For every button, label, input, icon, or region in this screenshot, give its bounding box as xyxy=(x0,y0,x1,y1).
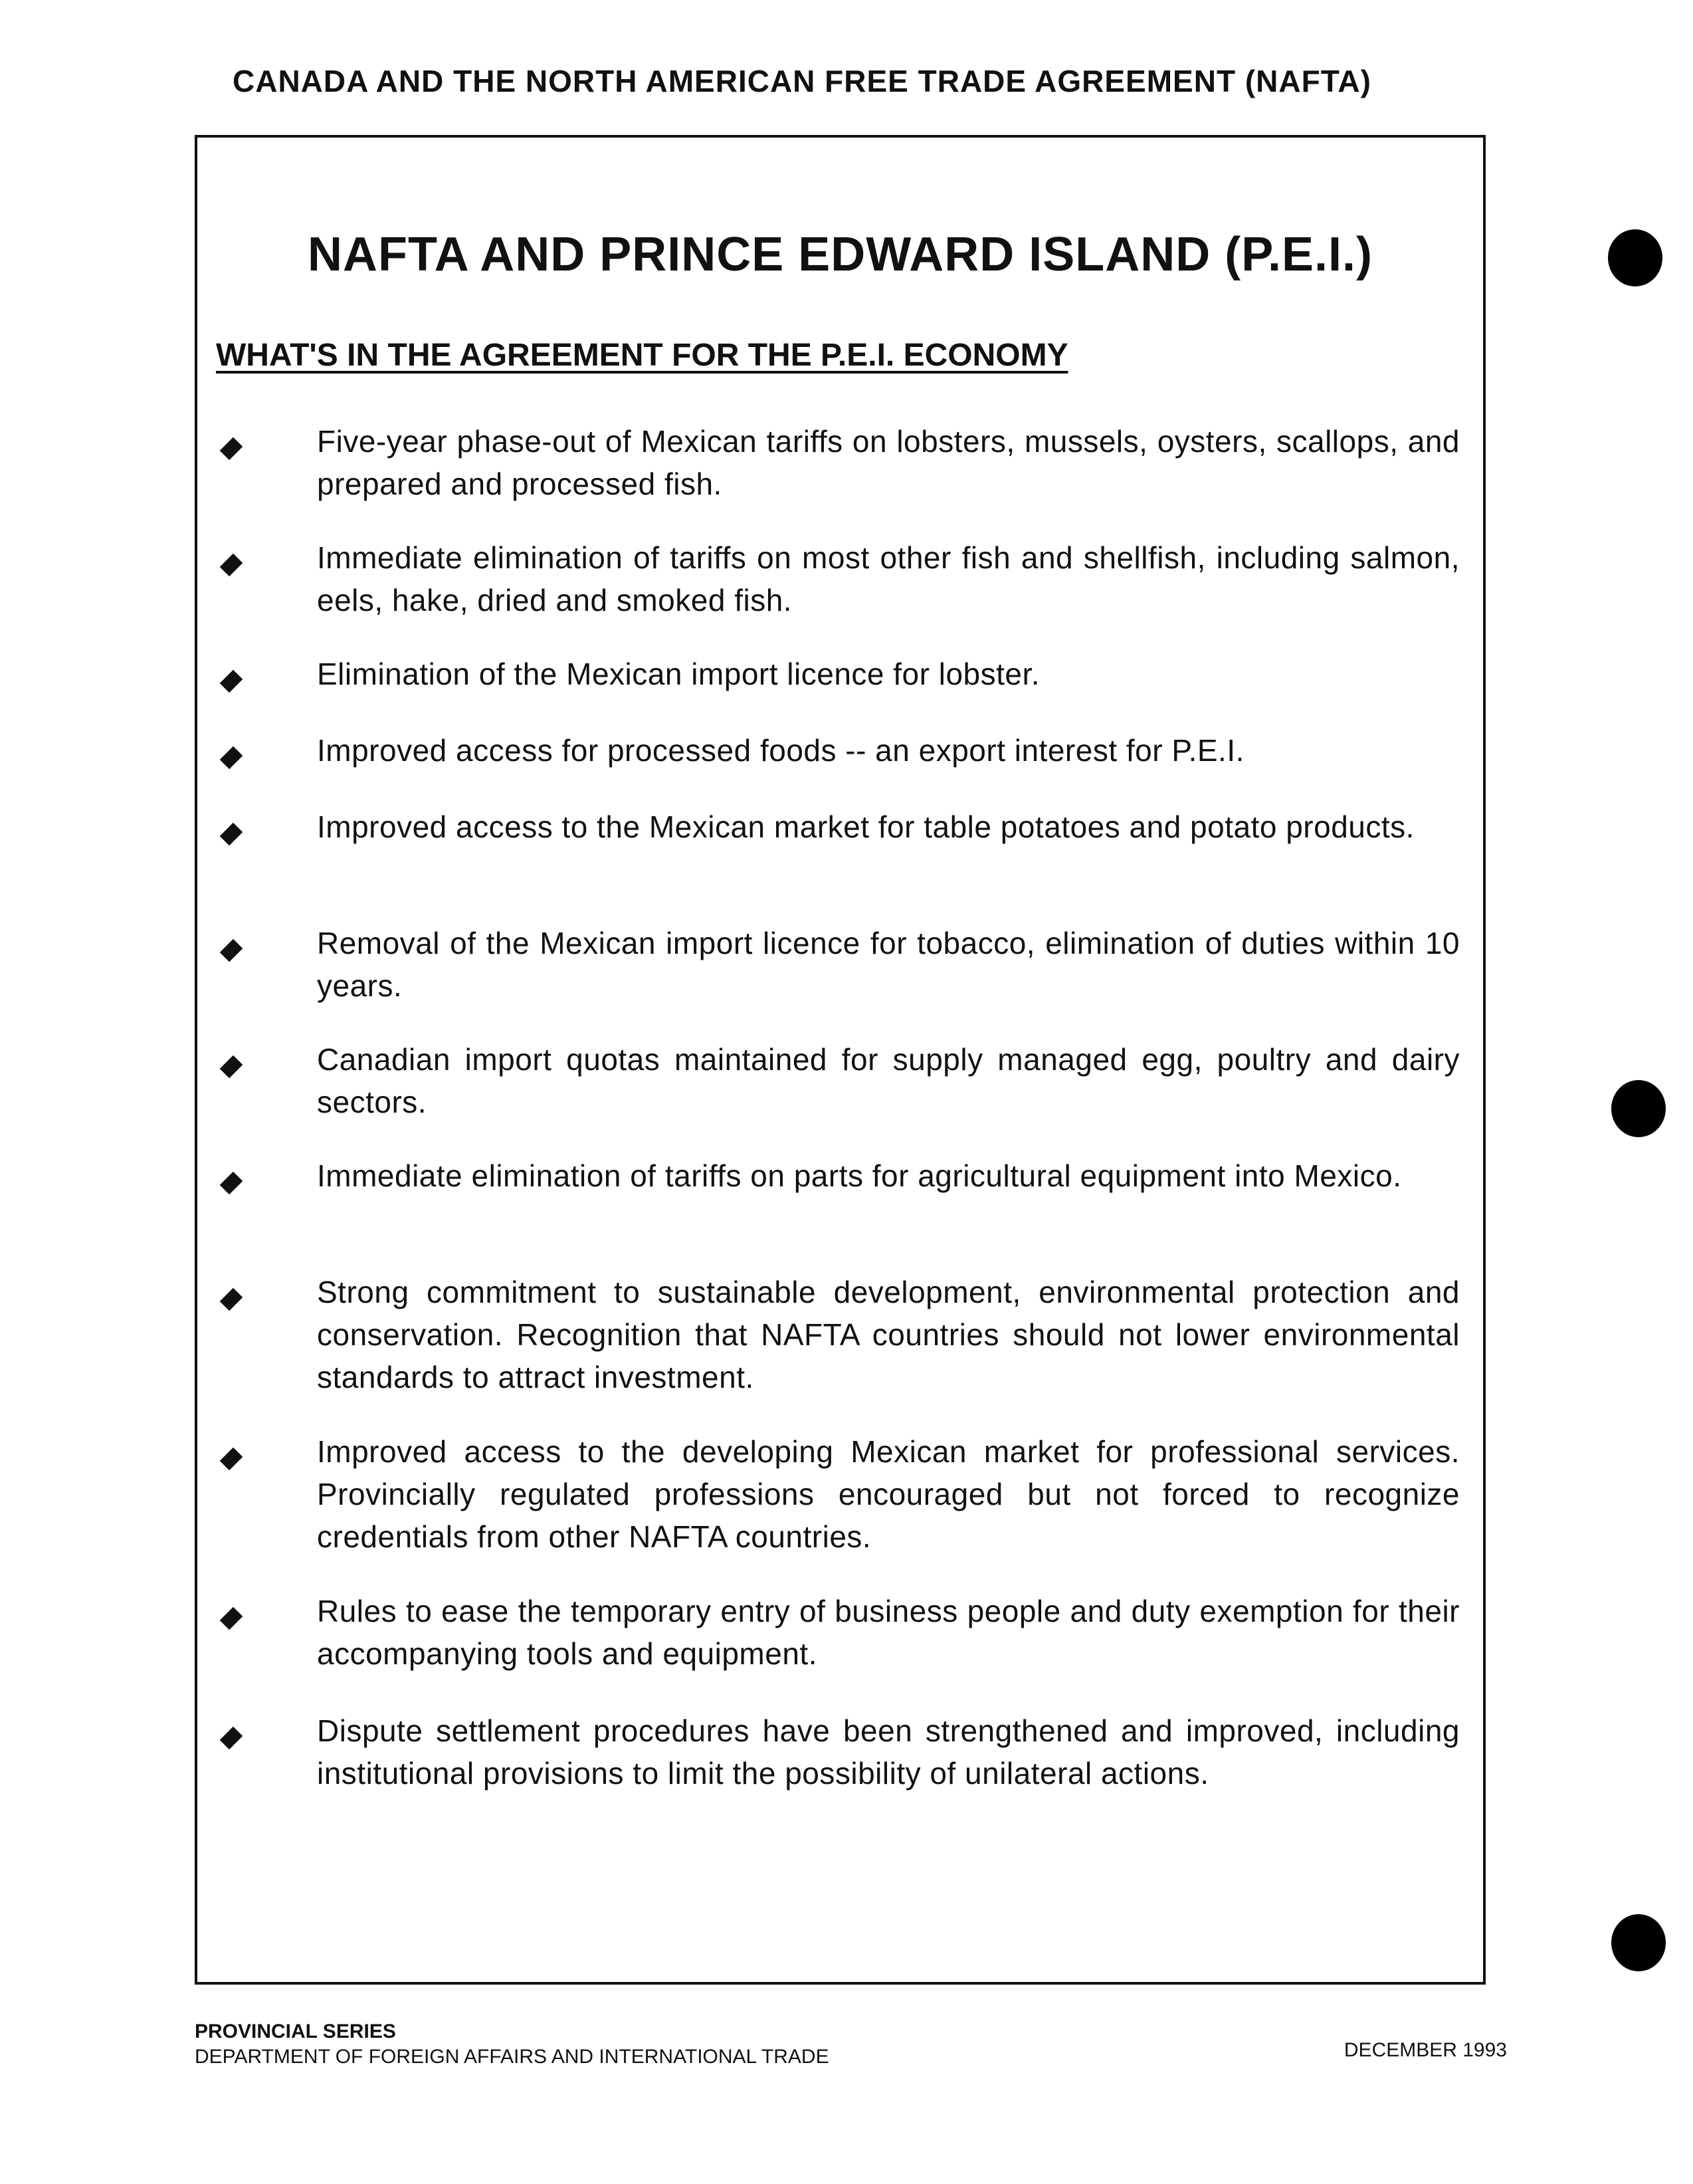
list-item-text: Removal of the Mexican import licence for tobacco, elimination of duties within 10 years. xyxy=(317,926,1460,1003)
list-item-text: Dispute settlement procedures have been strengthened and improved, including institutional provisions to limit the possibility of unilateral actions. xyxy=(317,1713,1460,1791)
diamond-bullet-icon xyxy=(220,939,243,962)
punch-hole-icon xyxy=(1611,1914,1666,1971)
list-item-text: Five-year phase-out of Mexican tariffs on lobsters, mussels, oysters, scallops, and prepared and processed fish. xyxy=(317,424,1460,501)
diamond-bullet-icon xyxy=(220,1448,243,1471)
diamond-bullet-icon xyxy=(220,1607,243,1630)
footer-series: PROVINCIAL SERIES xyxy=(195,2020,396,2042)
list-item-text: Improved access to the Mexican market for table potatoes and potato products. xyxy=(317,810,1415,844)
bullet-list xyxy=(197,138,1483,1982)
list-item-text: Improved access for processed foods -- an export interest for P.E.I. xyxy=(317,733,1245,768)
list-item-text: Strong commitment to sustainable development, environmental protection and conservation. Recognition that NAFTA countries should not lower environmental standards to attract investment. xyxy=(317,1275,1460,1394)
document-header-title: CANADA AND THE NORTH AMERICAN FREE TRADE AGREEMENT (NAFTA) xyxy=(233,64,1371,98)
punch-hole-icon xyxy=(1608,229,1662,286)
diamond-bullet-icon xyxy=(220,1727,243,1750)
box-title: NAFTA AND PRINCE EDWARD ISLAND (P.E.I.) xyxy=(307,228,1373,281)
footer-department: DEPARTMENT OF FOREIGN AFFAIRS AND INTERNATIONAL TRADE xyxy=(195,2046,829,2068)
diamond-bullet-icon xyxy=(220,1172,243,1195)
list-item-text: Immediate elimination of tariffs on parts for agricultural equipment into Mexico. xyxy=(317,1158,1402,1193)
list-item-text: Immediate elimination of tariffs on most other fish and shellfish, including salmon, eels, hake, dried and smoked fish. xyxy=(317,540,1460,617)
section-heading: WHAT'S IN THE AGREEMENT FOR THE P.E.I. ECONOMY xyxy=(216,338,1068,373)
diamond-bullet-icon xyxy=(220,746,243,770)
diamond-bullet-icon xyxy=(220,823,243,846)
list-item-text: Rules to ease the temporary entry of business people and duty exemption for their accompanying tools and equipment. xyxy=(317,1594,1460,1671)
diamond-bullet-icon xyxy=(220,554,243,577)
diamond-bullet-icon xyxy=(220,1055,243,1079)
content-box xyxy=(195,135,1486,1985)
list-item-text: Elimination of the Mexican import licence for lobster. xyxy=(317,657,1041,691)
list-item-text: Canadian import quotas maintained for supply managed egg, poultry and dairy sectors. xyxy=(317,1042,1460,1119)
diamond-bullet-icon xyxy=(220,437,243,461)
diamond-bullet-icon xyxy=(220,1288,243,1311)
diamond-bullet-icon xyxy=(220,670,243,693)
footer-date: DECEMBER 1993 xyxy=(1344,2039,1507,2061)
punch-hole-icon xyxy=(1611,1080,1666,1137)
list-item-text: Improved access to the developing Mexican market for professional services. Provincially regulated professions encouraged but not forced to recognize credentials from other NAFTA countries. xyxy=(317,1434,1460,1554)
